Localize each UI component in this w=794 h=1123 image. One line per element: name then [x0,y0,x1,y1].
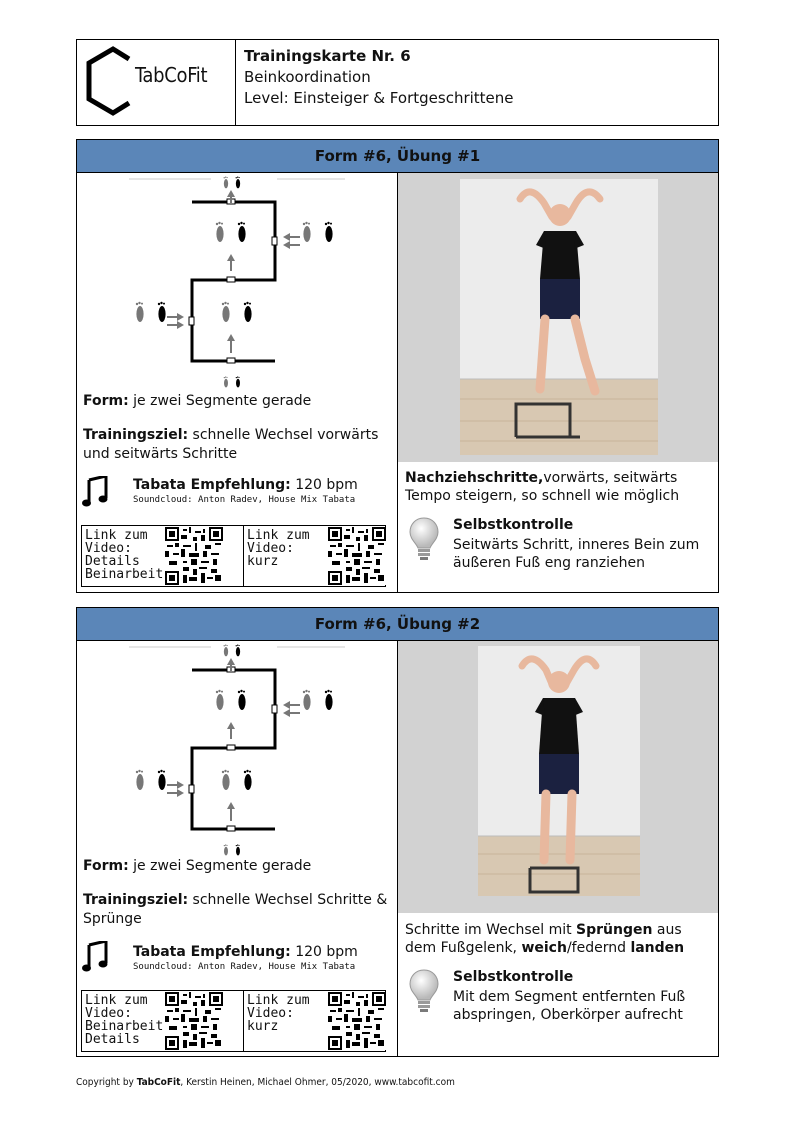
exercise-photo [478,646,640,896]
training-goal: Trainingsziel: schnelle Wechsel Schritte & Sprünge [83,892,388,927]
video-links-box [81,990,386,1052]
self-check-text: Seitwärts Schritt, inneres Bein zum äußeren Fuß eng ranziehen [453,537,700,571]
instruction-text: Nachziehschritte,vorwärts, seitwärts Tempo steigern, so schnell wie möglich [405,470,680,504]
level-text: Level: Einsteiger & Fortgeschrittene [244,89,514,107]
copyright-footer: Copyright by TabCoFit, Kerstin Heinen, Michael Ohmer, 05/2020, www.tabcofit.com [76,1077,455,1088]
card-heading: Form #6, Übung #1 [77,140,718,173]
instruction-text: Schritte im Wechsel mit Sprüngen aus dem Fußgelenk, weich/federnd landen [405,922,685,956]
qr-code-details-icon[interactable] [165,527,223,585]
card-header-box [76,39,719,126]
music-note-icon [82,941,108,973]
footwork-diagram [127,644,387,866]
arrows-group [167,658,300,821]
tabata-recommendation: Tabata Empfehlung: 120 bpm [133,944,358,960]
lightbulb-icon [407,967,441,1015]
page-subtitle: Beinkoordination [244,68,371,86]
lightbulb-icon [407,515,441,563]
soundcloud-note: Soundcloud: Anton Radev, House Mix Tabata [133,495,356,505]
exercise-card-1 [76,139,719,593]
music-note-icon [82,476,108,508]
header-text [244,46,514,109]
tabata-recommendation: Tabata Empfehlung: 120 bpm [133,477,358,493]
footwork-diagram [127,176,387,398]
video-link-details-label: Link zum Video: Details Beinarbeit [85,528,164,582]
self-check-text: Mit dem Segment entfernten Fuß abspringen, Oberkörper aufrecht [453,989,686,1023]
video-link-details-label: Link zum Video: Beinarbeit Details [85,993,164,1047]
training-goal: Trainingsziel: schnelle Wechsel vorwärts und seitwärts Schritte [83,427,379,462]
tabcofit-logo-icon [83,45,141,117]
person-photo-illustration [460,179,658,455]
video-link-short-label: Link zum Video: kurz [247,528,310,569]
video-links-box [81,525,386,587]
form-text: Form: je zwei Segmente gerade [83,858,312,874]
qr-code-details-icon[interactable] [165,992,223,1050]
person-photo-illustration [478,646,640,896]
video-link-short-label: Link zum Video: kurz [247,993,310,1034]
soundcloud-note: Soundcloud: Anton Radev, House Mix Tabata [133,962,356,972]
self-check-title: Selbstkontrolle [453,517,574,533]
form-text: Form: je zwei Segmente gerade [83,393,312,409]
arrows-group [167,190,300,353]
qr-code-short-icon[interactable] [328,992,386,1050]
exercise-photo [460,179,658,455]
self-check-title: Selbstkontrolle [453,969,574,985]
logo-text: TabCoFit [135,63,208,87]
qr-code-short-icon[interactable] [328,527,386,585]
exercise-card-2 [76,607,719,1057]
logo-cell [77,40,236,125]
card-heading: Form #6, Übung #2 [77,608,718,641]
page-title: Trainingskarte Nr. 6 [244,47,411,65]
